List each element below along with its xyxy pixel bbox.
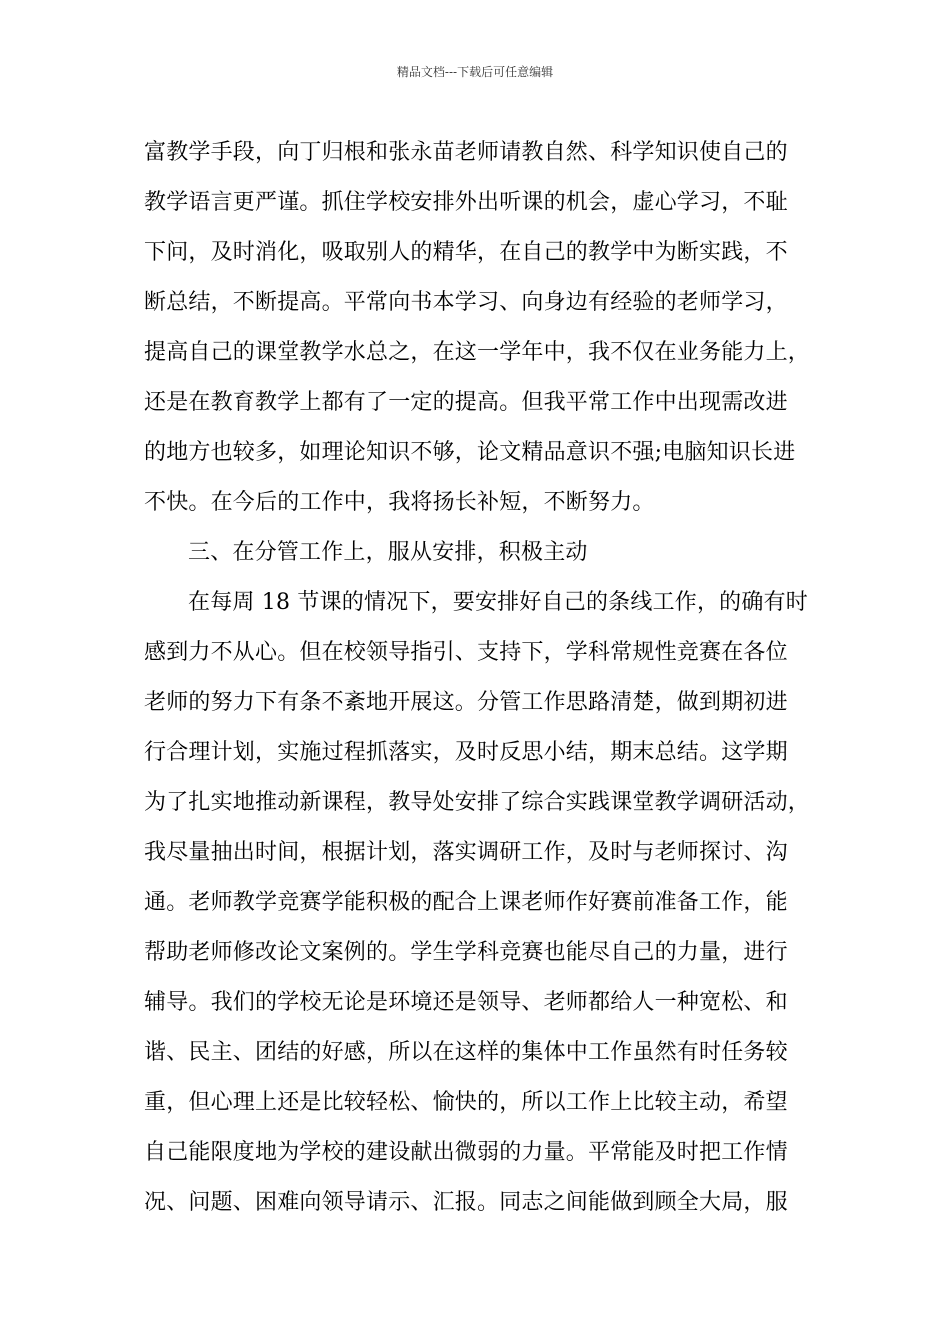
- paragraph-first-line: 在每周 18 节课的情况下，要安排好自己的条线工作，的确有时: [188, 590, 808, 615]
- document-body: [144, 128, 814, 1228]
- text-line: 况、问题、困难向领导请示、汇报。同志之间能做到顾全大局，服: [144, 1190, 788, 1215]
- section-heading: 三、在分管工作上，服从安排，积极主动: [188, 540, 588, 565]
- text-line: 的地方也较多，如理论知识不够，论文精品意识不强;电脑知识长进: [144, 440, 796, 465]
- text-line: 不快。在今后的工作中，我将扬长补短，不断努力。: [144, 490, 655, 515]
- text-line: 为了扎实地推动新课程，教导处安排了综合实践课堂教学调研活动，: [144, 790, 811, 815]
- text-line: 辅导。我们的学校无论是环境还是领导、老师都给人一种宽松、和: [144, 990, 788, 1015]
- text-line: 通。老师教学竞赛学能积极的配合上课老师作好赛前准备工作，能: [144, 890, 788, 915]
- text-line: 自己能限度地为学校的建设献出微弱的力量。平常能及时把工作情: [144, 1140, 788, 1165]
- text-line: 老师的努力下有条不紊地开展这。分管工作思路清楚，做到期初进: [144, 690, 788, 715]
- text-line: 帮助老师修改论文案例的。学生学科竞赛也能尽自己的力量，进行: [144, 940, 788, 965]
- text-line: 教学语言更严谨。抓住学校安排外出听课的机会，虚心学习，不耻: [144, 190, 788, 215]
- text-line: 还是在教育教学上都有了一定的提高。但我平常工作中出现需改进: [144, 390, 788, 415]
- text-line: 下问，及时消化，吸取别人的精华，在自己的教学中为断实践，不: [144, 240, 788, 265]
- text-line: 行合理计划，实施过程抓落实，及时反思小结，期末总结。这学期: [144, 740, 788, 765]
- text-line: 重，但心理上还是比较轻松、愉快的，所以工作上比较主动，希望: [144, 1090, 788, 1115]
- text-line: 富教学手段，向丁归根和张永苗老师请教自然、科学知识使自己的: [144, 140, 788, 165]
- page-header: 精品文档---下载后可任意编辑: [396, 65, 554, 79]
- text-line: 断总结，不断提高。平常向书本学习、向身边有经验的老师学习，: [144, 290, 788, 315]
- text-line: 提高自己的课堂教学水总之，在这一学年中，我不仅在业务能力上，: [144, 340, 811, 365]
- text-line: 谐、民主、团结的好感，所以在这样的集体中工作虽然有时任务较: [144, 1040, 788, 1065]
- text-line: 我尽量抽出时间，根据计划，落实调研工作，及时与老师探讨、沟: [144, 840, 788, 865]
- text-line: 感到力不从心。但在校领导指引、支持下，学科常规性竞赛在各位: [144, 640, 788, 665]
